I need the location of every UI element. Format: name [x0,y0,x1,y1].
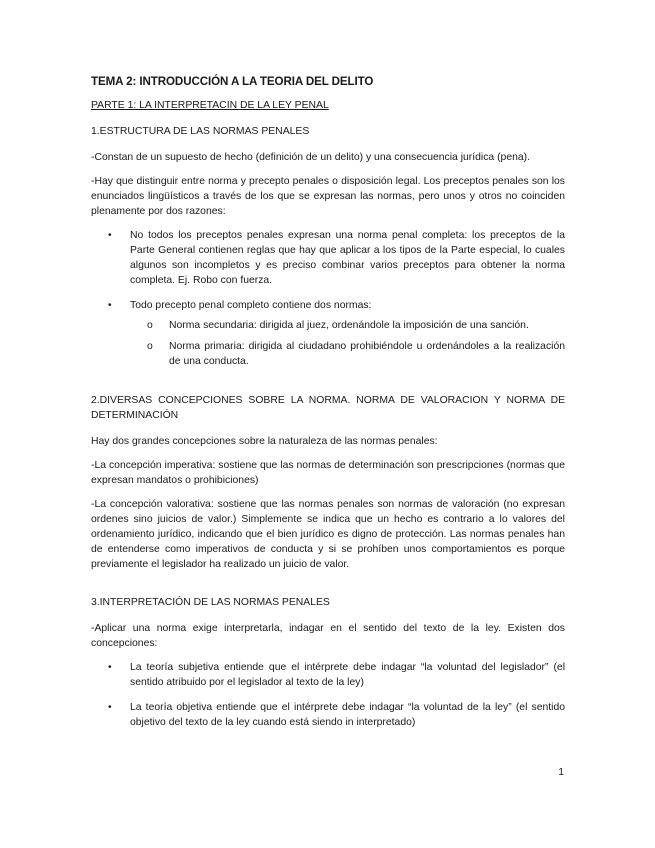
bullet-icon: • [108,702,112,713]
circle-bullet-icon: o [147,320,153,331]
list-item [91,660,565,690]
section-1-paragraph-2: -Hay que distinguir entre norma y precepto penales o disposición legal. Los preceptos penales son los enunciados lingüísticos a través de los que se expresan las normas, pero unos y otros no coinciden plenamente por dos razones: [91,176,565,217]
list-item [91,298,565,369]
sub-list [130,318,565,369]
sub-list-item [130,318,565,333]
section-1-bullet-list [91,228,565,369]
list-item-text: No todos los preceptos penales expresan una norma penal completa: los preceptos de la Parte General contienen reglas que hay que aplicar a los tipos de la Parte especial, lo cuales algunos son incompletos y es preciso combinar varios preceptos para obtener la norma completa. Ej. Robo con fuerza. [130,230,565,286]
section-2-paragraph-3: -La concepción valorativa: sostiene que las normas penales son normas de valoración (no expresan ordenes sino juicios de valor.) Simplemente se indica que un hecho es contrario a lo valores del ordenamiento jurídico, indicando que el bien jurídico es digno de protección. Las normas penales han de entenderse como imperativos de conducta y si se prohíben unos comportamientos es porque previamente el legislador ha realizado un juicio de valor. [91,499,565,570]
bullet-icon: • [108,662,112,673]
bullet-icon: • [108,230,112,241]
section-2-paragraph-2: -La concepción imperativa: sostiene que las normas de determinación son prescripciones (normas que expresan mandatos o prohibiciones) [91,460,565,486]
list-item-text: Todo precepto penal completo contiene dos normas: [130,300,372,311]
section-3-heading: 3.INTERPRETACIÓN DE LAS NORMAS PENALES [91,597,330,608]
sub-list-item-text: Norma primaria: dirigida al ciudadano prohibiéndole u ordenándoles a la realización de una conducta. [169,341,565,367]
list-item-text: La teoría objetiva entiende que el intérprete debe indagar “la voluntad de la ley” (el sentido objetivo del texto de la ley cuando está siendo in interpretado) [130,702,565,728]
list-item [91,700,565,730]
sub-list-item-text: Norma secundaria: dirigida al juez, ordenándole la imposición de una sanción. [169,320,529,331]
section-2-heading: 2.DIVERSAS CONCEPCIONES SOBRE LA NORMA. NORMA DE VALORACION Y NORMA DE DETERMINACIÓN [91,395,565,421]
document-title: TEMA 2: INTRODUCCIÓN A LA TEORIA DEL DELITO [91,75,374,88]
section-3-bullet-list [91,660,565,730]
list-item-text: La teoría subjetiva entiende que el intérprete debe indagar “la voluntad del legislador” (el sentido atribuido por el legislador al texto de la ley) [130,662,565,688]
section-1-paragraph-1: -Constan de un supuesto de hecho (definición de un delito) y una consecuencia jurídica (pena). [91,152,530,163]
section-3-paragraph-1: -Aplicar una norma exige interpretarla, indagar en el sentido del texto de la ley. Existen dos concepciones: [91,623,565,649]
bullet-icon: • [108,300,112,311]
list-item [91,228,565,288]
circle-bullet-icon: o [147,341,153,352]
section-2-paragraph-1: Hay dos grandes concepciones sobre la naturaleza de las normas penales: [91,436,438,447]
part-heading: PARTE 1: LA INTERPRETACIN DE LA LEY PENAL [91,100,329,111]
page-number: 1 [558,767,564,778]
section-1-heading: 1.ESTRUCTURA DE LAS NORMAS PENALES [91,126,310,137]
sub-list-item [130,339,565,369]
